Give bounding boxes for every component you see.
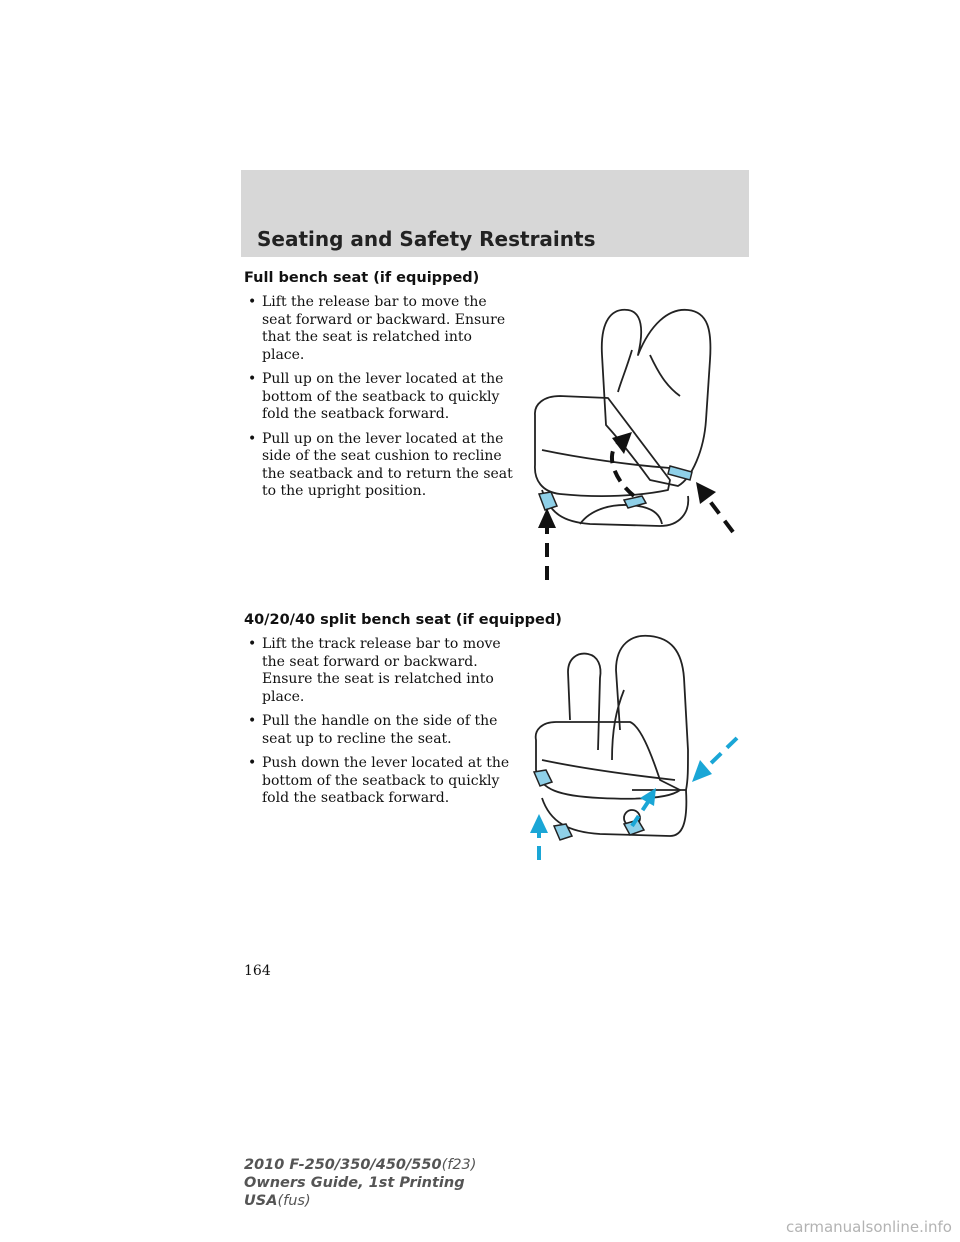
bullet-item: • Push down the lever located at the bottom of the seatback to quickly fold the seatback forward. bbox=[244, 755, 514, 808]
footer-model-code: (f23) bbox=[441, 1157, 477, 1173]
footer-line-2: Owners Guide, 1st Printing bbox=[244, 1175, 465, 1191]
bullet-item: • Pull the handle on the side of the seat up to recline the seat. bbox=[244, 713, 514, 748]
heading-full-bench-seat: Full bench seat (if equipped) bbox=[244, 270, 480, 286]
bullet-item: • Lift the track release bar to move the seat forward or backward. Ensure the seat is relatched into place. bbox=[244, 636, 514, 706]
footer-region-code: (fus) bbox=[277, 1193, 311, 1209]
footer-line-1 bbox=[244, 1156, 476, 1174]
full-bench-seat-illustration bbox=[520, 300, 750, 585]
section-title: Seating and Safety Restraints bbox=[257, 227, 596, 251]
footer-region: USA bbox=[244, 1193, 278, 1209]
bullet-item: • Pull up on the lever located at the bottom of the seatback to quickly fold the seatback forward. bbox=[244, 371, 514, 424]
heading-split-bench-seat: 40/20/40 split bench seat (if equipped) bbox=[244, 612, 562, 628]
section-header-band bbox=[241, 170, 749, 257]
bullet-list-full-bench bbox=[244, 294, 514, 508]
bullet-item: • Pull up on the lever located at the side of the seat cushion to recline the seatback and to return the seat to the upright position. bbox=[244, 431, 514, 501]
footer-line-3 bbox=[244, 1192, 476, 1210]
split-bench-seat-illustration bbox=[520, 630, 750, 865]
document-footer bbox=[244, 1156, 476, 1210]
watermark: carmanualsonline.info bbox=[786, 1218, 952, 1236]
bullet-list-split-bench bbox=[244, 636, 514, 815]
footer-model: 2010 F-250/350/450/550 bbox=[244, 1157, 442, 1173]
page-number: 164 bbox=[244, 963, 271, 979]
bullet-item: • Lift the release bar to move the seat forward or backward. Ensure that the seat is relatched into place. bbox=[244, 294, 514, 364]
